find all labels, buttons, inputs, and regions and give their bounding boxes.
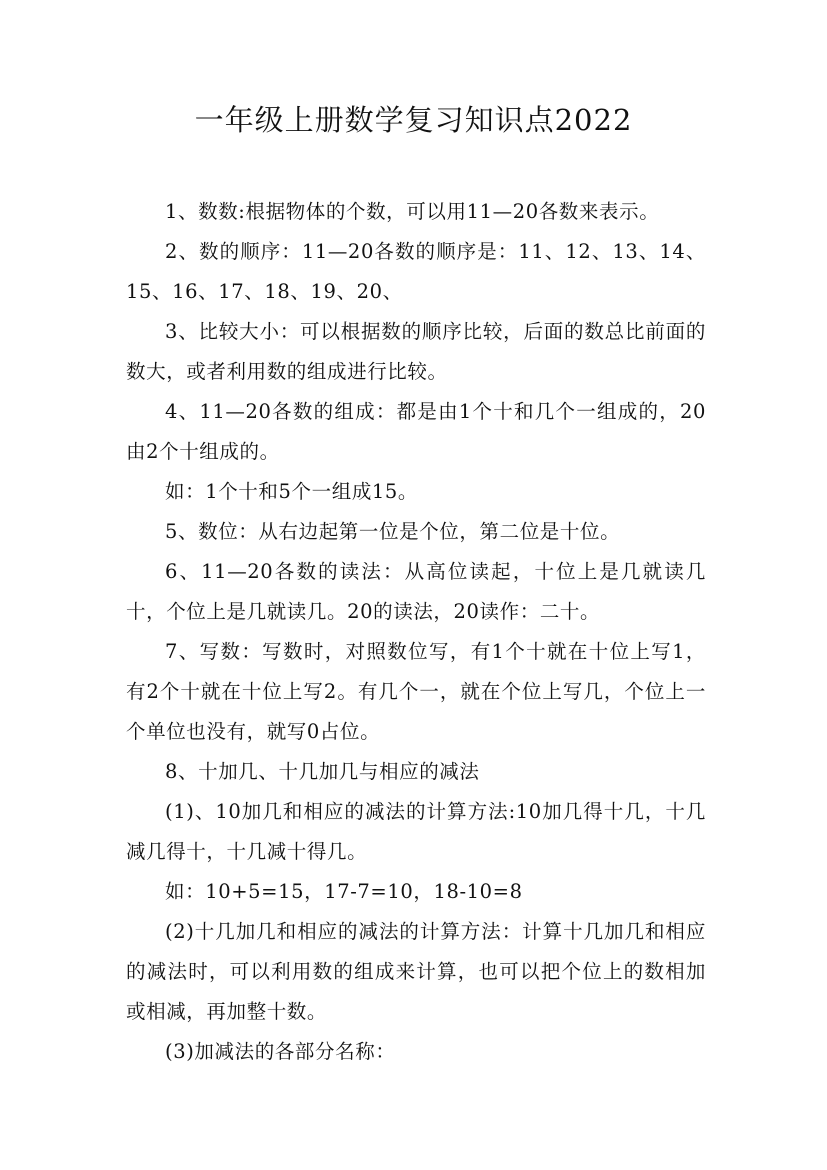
document-title: 一年级上册数学复习知识点2022: [194, 103, 633, 137]
document-body: [126, 192, 706, 1072]
paragraph-teens-plus: (2)十几加几和相应的减法的计算方法：计算十几加几和相应的减法时，可以利用数的组成来计算，也可以把个位上的数相加或相减，再加整十数。: [126, 920, 706, 1023]
paragraph-place-value: 5、数位：从右边起第一位是个位，第二位是十位。: [165, 520, 621, 543]
paragraph-reading: 6、11—20各数的读法：从高位读起，十位上是几就读几十，个位上是几就读几。20的读法，20读作：二十。: [126, 560, 706, 623]
paragraph-compare: 3、比较大小：可以根据数的顺序比较，后面的数总比前面的数大，或者利用数的组成进行比较。: [126, 320, 706, 383]
paragraph-example-equations: 如：10+5=15，17-7=10，18-10=8: [165, 880, 523, 903]
paragraph-counting: 1、数数:根据物体的个数，可以用11—20各数来表示。: [165, 200, 660, 223]
paragraph-addition-heading: 8、十加几、十几加几与相应的减法: [165, 760, 480, 783]
paragraph-writing: 7、写数：写数时，对照数位写，有1个十就在十位上写1，有2个十就在十位上写2。有几个一，就在个位上写几，个位上一个单位也没有，就写0占位。: [126, 640, 706, 743]
paragraph-ten-plus: (1)、10加几和相应的减法的计算方法:10加几得十几，十几减几得十，十几减十得几。: [126, 800, 706, 863]
paragraph-order: 2、数的顺序：11—20各数的顺序是：11、12、13、14、15、16、17、18、19、20、: [126, 240, 706, 303]
paragraph-composition: 4、11—20各数的组成：都是由1个十和几个一组成的，20由2个十组成的。: [126, 400, 706, 463]
paragraph-part-names: (3)加减法的各部分名称：: [165, 1040, 396, 1063]
paragraph-example-15: 如：1个十和5个一组成15。: [165, 480, 419, 503]
